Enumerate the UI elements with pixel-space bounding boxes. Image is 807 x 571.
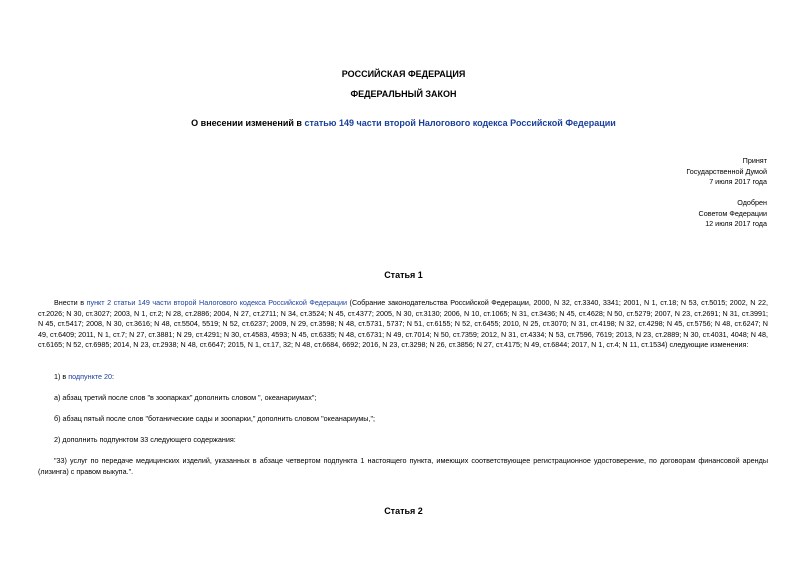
item-1-link[interactable]: подпункте 20 <box>68 372 113 381</box>
item-2-text: "33) услуг по передаче медицинских изделий, указанных в абзаце четвертом подпункта 1 настоящего пункта, имеющих соответствующее регистрационное удостоверение, по договорам финансовой аренды (лизинга) с правом выкупа.". <box>38 456 768 476</box>
approval-duma-body: Государственной Думой <box>686 166 767 176</box>
item-1b: б) абзац пятый после слов "ботанические сады и зоопарки," дополнить словом "океанариумы,"; <box>54 414 376 423</box>
article-1-heading: Статья 1 <box>384 270 423 280</box>
country-heading: РОССИЙСКАЯ ФЕДЕРАЦИЯ <box>341 69 466 79</box>
item-1 <box>38 372 768 383</box>
approval-council-status: Одобрен <box>737 198 767 207</box>
item-1-prefix: 1) в <box>54 372 69 381</box>
article-1-intro <box>38 298 768 351</box>
approval-duma <box>686 156 767 188</box>
item-1-suffix: : <box>112 372 115 381</box>
intro-prefix: Внести в <box>54 298 87 307</box>
approval-council-body: Советом Федерации <box>698 208 767 218</box>
law-title-link[interactable]: статью 149 части второй Налогового кодекса Российской Федерации <box>304 118 616 128</box>
doc-type-heading: ФЕДЕРАЛЬНЫЙ ЗАКОН <box>350 89 457 99</box>
law-title-prefix: О внесении изменений в <box>191 118 305 128</box>
approval-duma-date: 7 июля 2017 года <box>709 177 767 186</box>
item-2: 2) дополнить подпунктом 33 следующего содержания: <box>54 435 236 444</box>
law-title <box>0 118 807 128</box>
item-1a: а) абзац третий после слов "в зоопарках" дополнить словом ", океанариумах"; <box>54 393 317 402</box>
article-2-heading: Статья 2 <box>384 506 423 516</box>
approval-council-date: 12 июля 2017 года <box>705 219 767 228</box>
approval-duma-status: Принят <box>742 156 767 165</box>
intro-rest: (Собрание законодательства Российской Федерации, 2000, N 32, ст.3340, 3341; 2001, N 1, ст.18; N 53, ст.5015; 2002, N 22, ст.2026; N 30, ст.3027; 2003, N 1, ст.2; N 28, ст.2886; 2004, N 27, ст.2711; N 34, ст.3524; N 45, ст.4377; 2005, N 30, ст.3130; 2006, N 10, ст.1065; N 31, ст.3436; N 45, ст.4628; N 50, ст.5279; 2007, N 23, ст.2691; N 31, ст.3991; N 45, ст.5417; 2008, N 30, ст.3616; N 48, ст.5504, 5519; N 52, ст.6237; 2009, N 29, ст.3598; N 48, ст.5731, 5737; N 51, ст.6155; N 52, ст.6455; 2010, N 25, ст.3070; N 31, ст.4198; N 32, ст.4298; N 45, ст.5756; N 48, ст.6247; N 49, ст.6409; 2011, N 1, ст.7; N 27, ст.3881; N 29, ст.4291; N 30, ст.4583, 4593; N 45, ст.6335; N 48, ст.6731; N 49, ст.7014; N 50, ст.7359; 2012, N 31, ст.4334; N 53, ст.7596, 7619; 2013, N 23, ст.2889; N 30, ст.4031, 4048; N 48, ст.6165; N 52, ст.6985; 2014, N 23, ст.2938; N 48, ст.6647; 2015, N 1, ст.17, 32; N 48, ст.6684, 6692; 2016, N 23, ст.3298; N 26, ст.3856; N 27, ст.4175; N 49, ст.6844; 2017, N 1, ст.4; N 11, ст.1534) следующие изменения: <box>38 298 768 350</box>
intro-link[interactable]: пункт 2 статьи 149 части второй Налогового кодекса Российской Федерации <box>86 298 348 307</box>
approval-federation-council <box>699 198 767 230</box>
